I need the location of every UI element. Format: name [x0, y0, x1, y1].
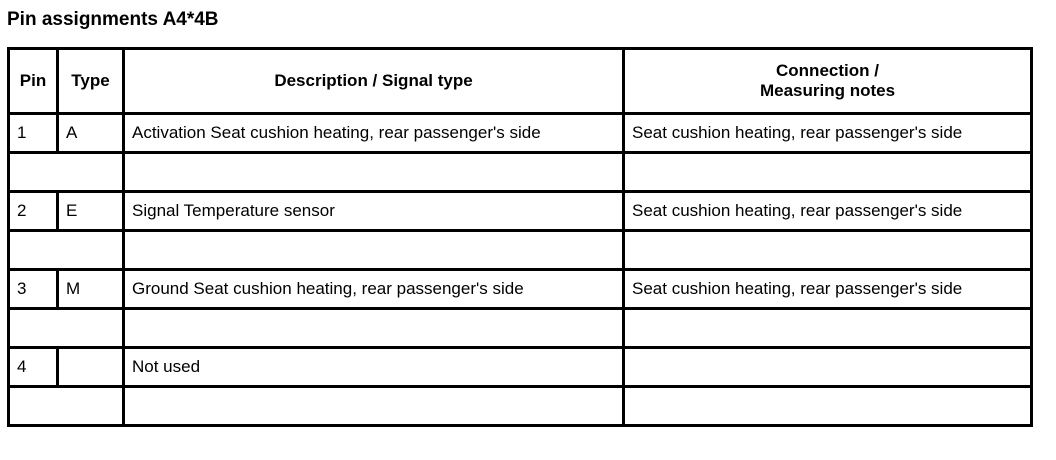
- table-row: [9, 348, 1032, 387]
- cell-type: [58, 348, 124, 387]
- spacer-row: [9, 387, 1032, 426]
- pin-assignment-table: [7, 47, 1033, 427]
- cell-pin: 1: [9, 114, 58, 153]
- cell-description: Ground Seat cushion heating, rear passenger's side: [124, 270, 624, 309]
- header-row: [9, 49, 1032, 114]
- cell-pin: 4: [9, 348, 58, 387]
- spacer-row: [9, 309, 1032, 348]
- page-title: Pin assignments A4*4B: [7, 9, 219, 30]
- cell-connection: Seat cushion heating, rear passenger's side: [624, 114, 1032, 153]
- spacer-cell: [124, 309, 624, 348]
- spacer-cell: [9, 309, 124, 348]
- cell-type: M: [58, 270, 124, 309]
- spacer-row: [9, 153, 1032, 192]
- cell-type: E: [58, 192, 124, 231]
- header-connection-line2: Measuring notes: [759, 81, 896, 100]
- table-row: [9, 114, 1032, 153]
- cell-description: Signal Temperature sensor: [124, 192, 624, 231]
- cell-connection: [624, 348, 1032, 387]
- spacer-cell: [624, 153, 1032, 192]
- spacer-cell: [9, 231, 124, 270]
- header-connection-line1: Connection /: [776, 61, 879, 80]
- table-row: [9, 192, 1032, 231]
- spacer-cell: [624, 309, 1032, 348]
- table-row: [9, 270, 1032, 309]
- spacer-cell: [624, 387, 1032, 426]
- spacer-row: [9, 231, 1032, 270]
- cell-description: Not used: [124, 348, 624, 387]
- spacer-cell: [124, 153, 624, 192]
- header-connection: [624, 49, 1032, 114]
- header-pin: Pin: [9, 49, 58, 114]
- cell-type: A: [58, 114, 124, 153]
- spacer-cell: [124, 387, 624, 426]
- cell-pin: 3: [9, 270, 58, 309]
- cell-connection: Seat cushion heating, rear passenger's side: [624, 270, 1032, 309]
- header-type: Type: [58, 49, 124, 114]
- cell-connection: Seat cushion heating, rear passenger's side: [624, 192, 1032, 231]
- cell-pin: 2: [9, 192, 58, 231]
- header-description: Description / Signal type: [124, 49, 624, 114]
- spacer-cell: [624, 231, 1032, 270]
- cell-description: Activation Seat cushion heating, rear passenger's side: [124, 114, 624, 153]
- spacer-cell: [124, 231, 624, 270]
- spacer-cell: [9, 153, 124, 192]
- spacer-cell: [9, 387, 124, 426]
